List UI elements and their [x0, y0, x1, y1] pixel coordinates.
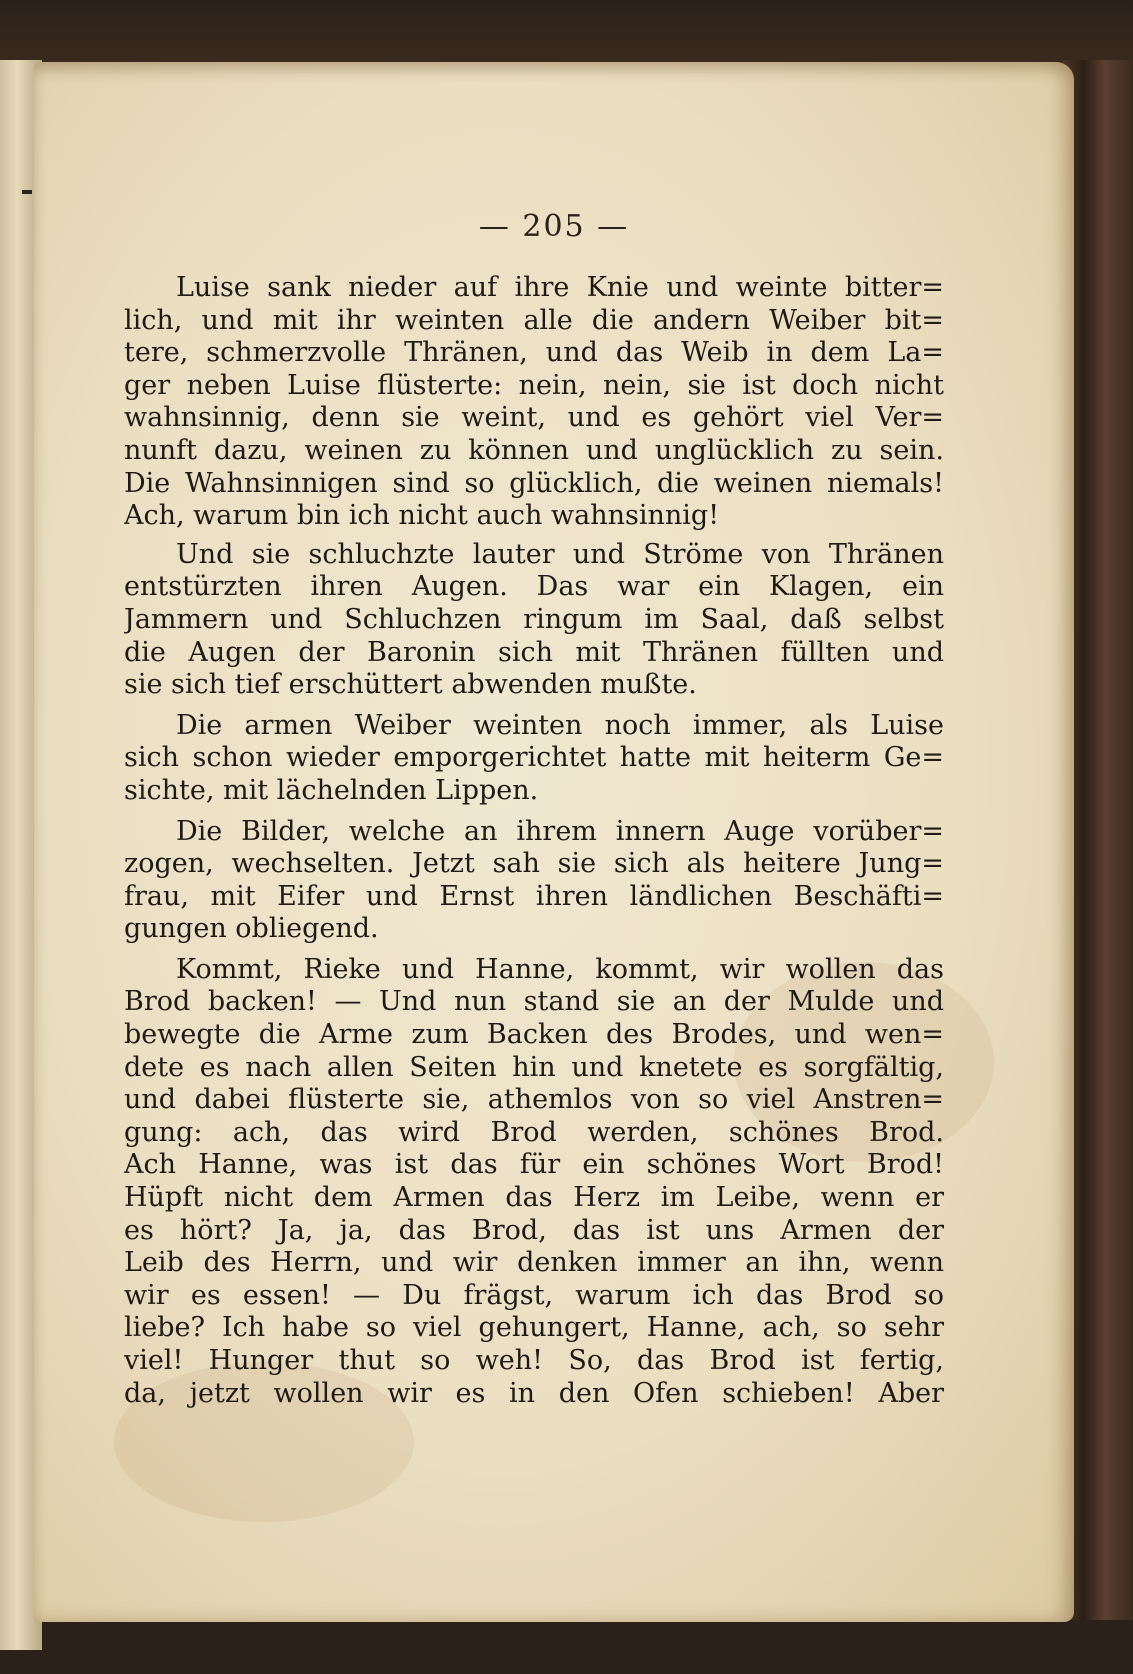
text-line: viel! Hunger thut so weh! So, das Brod ist fertig,	[124, 1345, 944, 1376]
text-line: und dabei flüsterte sie, athemlos von so viel Anstren=	[124, 1084, 944, 1116]
paragraph	[124, 816, 944, 946]
text-line: sich schon wieder emporgerichtet hatte mit heiterm Ge=	[124, 742, 944, 774]
text-line: Jammern und Schluchzen ringum im Saal, daß selbst	[124, 603, 944, 635]
text-line: Luise sank nieder auf ihre Knie und weinte bitter=	[176, 272, 944, 303]
text-line: lich, und mit ihr weinten alle die andern Weiber bit=	[124, 304, 944, 336]
text-line: ger neben Luise flüsterte: nein, nein, sie ist doch nicht	[124, 369, 944, 401]
text-line: Die Bilder, welche an ihrem innern Auge vorüber=	[176, 815, 944, 847]
text-line: nunft dazu, weinen zu können und unglücklich zu sein.	[124, 434, 944, 466]
text-line: Ach, warum bin ich nicht auch wahnsinnig!	[124, 500, 720, 532]
text-line: liebe? Ich habe so viel gehungert, Hanne, ach, so sehr	[124, 1312, 944, 1344]
text-line: zogen, wechselten. Jetzt sah sie sich als heitere Jung=	[124, 848, 944, 880]
text-line: wahnsinnig, denn sie weint, und es gehört viel Ver=	[124, 402, 944, 434]
text-line: tere, schmerzvolle Thränen, und das Weib in dem La=	[124, 337, 944, 369]
text-line: Brod backen! — Und nun stand sie an der Mulde und	[124, 986, 944, 1018]
paragraph	[124, 710, 944, 808]
text-line: bewegte die Arme zum Backen des Brodes, und wen=	[124, 1019, 944, 1051]
text-line: Ach Hanne, was ist das für ein schönes Wort Brod!	[124, 1149, 944, 1181]
paragraph	[124, 954, 944, 1410]
text-line: Hüpft nicht dem Armen das Herz im Leibe, wenn er	[124, 1182, 944, 1214]
paragraph	[124, 272, 944, 533]
body-text	[124, 272, 944, 1410]
text-line: Und sie schluchzte lauter und Ströme von Thränen	[176, 538, 944, 570]
paragraph	[124, 539, 944, 702]
text-line: gungen obliegend.	[124, 913, 379, 945]
text-line: sichte, mit lächelnden Lippen.	[124, 774, 539, 806]
text-line: sie sich tief erschüttert abwenden mußte.	[124, 669, 697, 701]
margin-mark	[22, 190, 32, 194]
page-number: — 205 —	[478, 209, 630, 244]
text-line: da, jetzt wollen wir es in den Ofen schieben! Aber	[124, 1377, 944, 1409]
text-line: entstürzten ihren Augen. Das war ein Klagen, ein	[124, 571, 944, 603]
text-line: dete es nach allen Seiten hin und knetete es sorgfältig,	[124, 1051, 944, 1083]
text-line: es hört? Ja, ja, das Brod, das ist uns Armen der	[124, 1214, 944, 1246]
text-line: gung: ach, das wird Brod werden, schönes Brod.	[124, 1116, 944, 1148]
text-line: Die armen Weiber weinten noch immer, als Luise	[176, 709, 944, 741]
text-line: die Augen der Baronin sich mit Thränen füllten und	[124, 636, 944, 668]
text-line: wir es essen! — Du frägst, warum ich das Brod so	[124, 1279, 944, 1311]
text-line: Leib des Herrn, und wir denken immer an ihn, wenn	[124, 1247, 944, 1279]
text-line: frau, mit Eifer und Ernst ihren ländlichen Beschäfti=	[124, 880, 944, 912]
text-line: Die Wahnsinnigen sind so glücklich, die weinen niemals!	[124, 467, 944, 499]
book-page	[34, 62, 1074, 1622]
text-line: Kommt, Rieke und Hanne, kommt, wir wollen das	[176, 953, 944, 985]
